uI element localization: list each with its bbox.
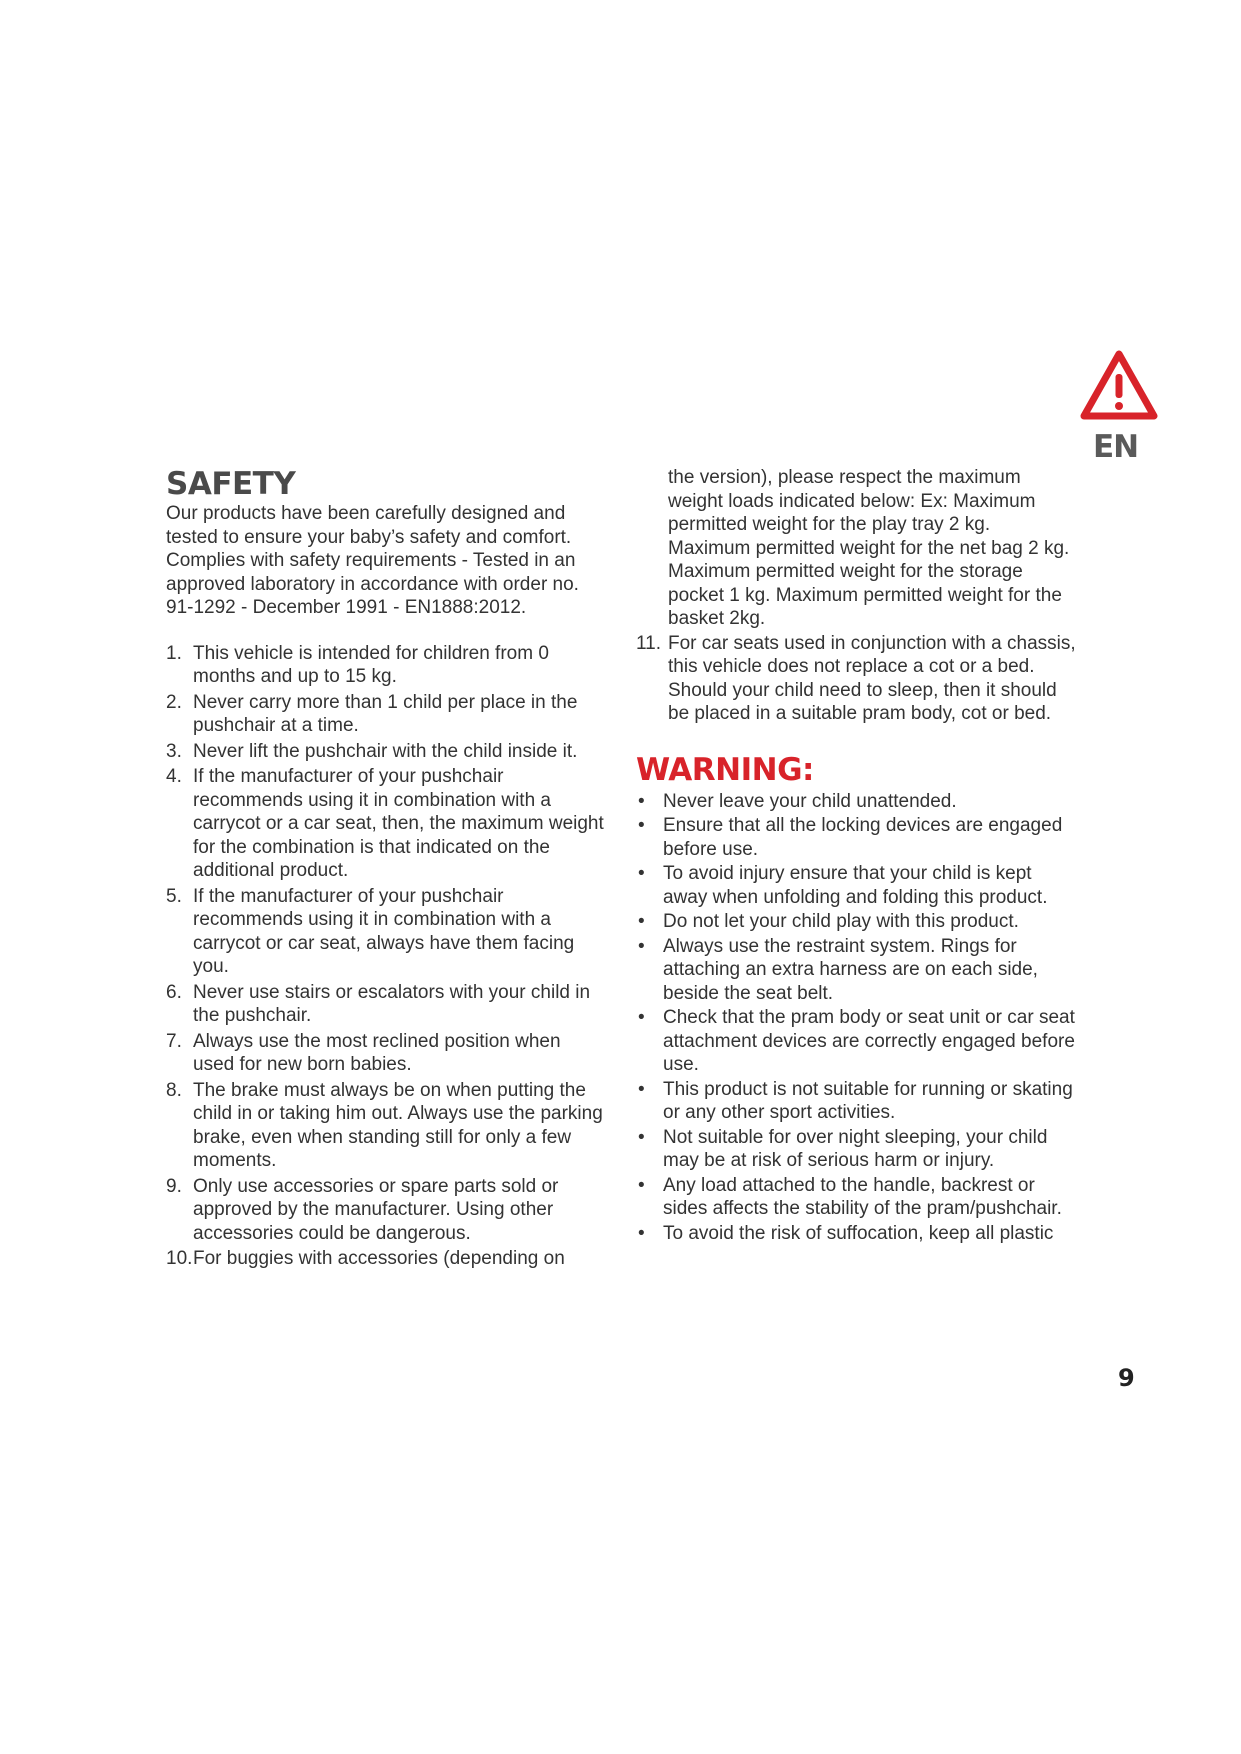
page-number: 9 — [1118, 1364, 1135, 1392]
item-text: Never lift the pushchair with the child inside it. — [193, 740, 578, 762]
item-text: To avoid injury ensure that your child is kept away when unfolding and folding this product. — [663, 863, 1048, 908]
item-number: 5. — [166, 885, 182, 907]
item-number: 9. — [166, 1175, 182, 1197]
item-text: The brake must always be on when putting the child in or taking him out. Always use the parking brake, even when standing still for only a few moments. — [193, 1079, 603, 1171]
item-number: 8. — [166, 1079, 182, 1101]
item-text: Never leave your child unattended. — [663, 790, 957, 812]
item-text: If the manufacturer of your pushchair recommends using it in combination with a carrycot or car seat, always have them facing you. — [193, 885, 575, 977]
safety-list — [166, 642, 606, 1271]
item-10-continued: the version), please respect the maximum weight loads indicated below: Ex: Maximum permitted weight for the play tray 2 kg. Maximum permitted weight for the net bag 2 kg. Maximum permitted weight for the storage pocket 1 kg. Maximum permitted weight for the basket 2kg. — [668, 467, 1070, 629]
list-item — [636, 862, 1076, 909]
list-item — [636, 632, 1076, 726]
item-text: Never use stairs or escalators with your child in the pushchair. — [193, 981, 591, 1026]
bullet-icon: • — [638, 1222, 645, 1244]
item-text: For car seats used in conjunction with a chassis, this vehicle does not replace a cot or a bed. Should your child need to sleep, then it should be placed in a suitable pram body, cot or bed. — [668, 632, 1076, 724]
bullet-icon: • — [638, 1126, 645, 1148]
item-text: Never carry more than 1 child per place in the pushchair at a time. — [193, 691, 578, 736]
list-item — [636, 1126, 1076, 1173]
bullet-icon: • — [638, 790, 645, 812]
bullet-icon: • — [638, 863, 645, 884]
list-item — [166, 1175, 606, 1246]
item-text: This vehicle is intended for children from 0 months and up to 15 kg. — [193, 642, 549, 687]
item-text: Check that the pram body or seat unit or car seat attachment devices are correctly engaged before use. — [663, 1007, 1075, 1075]
list-item — [166, 1030, 606, 1077]
bullet-icon: • — [638, 815, 645, 836]
list-item — [636, 814, 1076, 861]
safety-list-continued — [636, 632, 1076, 726]
list-item — [636, 1006, 1076, 1077]
list-item — [636, 935, 1076, 1006]
list-item — [166, 981, 606, 1028]
item-number: 6. — [166, 981, 182, 1003]
item-text: Always use the most reclined position when used for new born babies. — [193, 1030, 561, 1075]
language-label: EN — [1093, 429, 1139, 465]
list-item — [166, 1079, 606, 1173]
left-column — [166, 466, 606, 1273]
safety-intro: Our products have been carefully designed and tested to ensure your baby’s safety and comfort. Complies with safety requirements - Tested in an approved laboratory in accordance with order no. 91-1292 - December 1991 - EN1888:2012. — [166, 503, 579, 618]
bullet-icon: • — [638, 1007, 645, 1028]
warning-title: WARNING: — [636, 751, 814, 788]
item-text: Not suitable for over night sleeping, your child may be at risk of serious harm or injury. — [663, 1126, 1048, 1171]
item-number: 2. — [166, 691, 182, 713]
right-column — [636, 466, 1076, 1246]
item-number: 4. — [166, 766, 182, 787]
list-item — [636, 1222, 1076, 1246]
bullet-icon: • — [638, 935, 645, 957]
list-item — [636, 790, 1076, 814]
item-text: To avoid the risk of suffocation, keep all plastic — [663, 1222, 1054, 1244]
item-text: This product is not suitable for running or skating or any other sport activities. — [663, 1078, 1073, 1123]
safety-title: SAFETY — [166, 466, 296, 502]
item-number: 10. — [166, 1248, 193, 1269]
item-text: Always use the restraint system. Rings for attaching an extra harness are on each side, beside the seat belt. — [663, 935, 1038, 1004]
item-text: Only use accessories or spare parts sold or approved by the manufacturer. Using other accessories could be dangerous. — [193, 1175, 559, 1244]
list-item — [166, 1247, 606, 1271]
warning-list — [636, 790, 1076, 1246]
list-item — [166, 642, 606, 689]
list-item — [166, 740, 606, 764]
bullet-icon: • — [638, 1078, 645, 1100]
item-number: 7. — [166, 1030, 182, 1052]
list-item — [636, 1174, 1076, 1221]
item-text: Do not let your child play with this product. — [663, 911, 1019, 932]
list-item — [636, 1078, 1076, 1125]
item-text: For buggies with accessories (depending on — [193, 1248, 565, 1269]
list-item — [166, 691, 606, 738]
item-number: 3. — [166, 740, 182, 762]
list-item — [166, 885, 606, 979]
bullet-icon: • — [638, 1174, 645, 1196]
list-item — [166, 765, 606, 883]
item-text: Ensure that all the locking devices are engaged before use. — [663, 815, 1063, 860]
warning-triangle-icon — [1078, 348, 1160, 424]
item-number: 11. — [636, 632, 662, 654]
item-text: Any load attached to the handle, backrest or sides affects the stability of the pram/pushchair. — [663, 1174, 1062, 1219]
list-item — [636, 910, 1076, 934]
item-number: 1. — [166, 642, 182, 664]
item-text: If the manufacturer of your pushchair recommends using it in combination with a carrycot or a car seat, then, the maximum weight for the combination is that indicated on the additional product. — [193, 766, 604, 881]
bullet-icon: • — [638, 911, 645, 932]
